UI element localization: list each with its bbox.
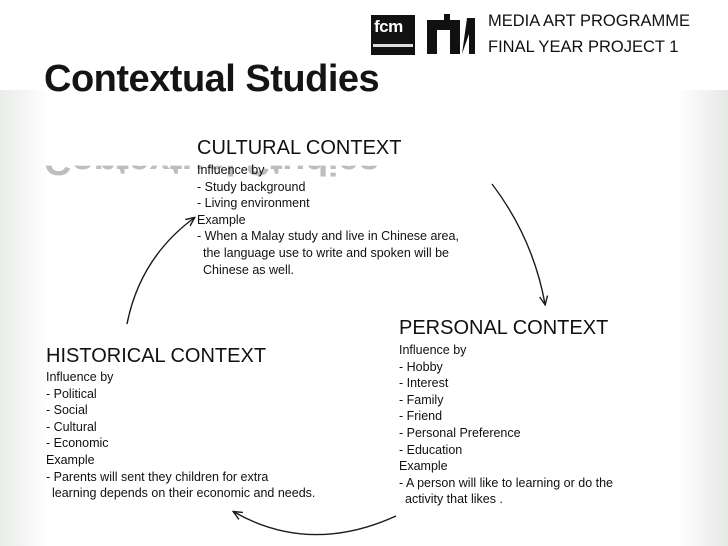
cultural-line: - Living environment bbox=[197, 196, 310, 211]
cultural-line: Influence by bbox=[197, 163, 265, 177]
personal-line: - Friend bbox=[399, 409, 443, 424]
historical-context-heading: HISTORICAL CONTEXT bbox=[46, 345, 267, 367]
historical-line: learning depends on their economic and needs. bbox=[52, 486, 316, 501]
arrow-personal-to-historical bbox=[234, 512, 396, 535]
historical-line: Example bbox=[46, 452, 95, 467]
historical-context-block bbox=[46, 344, 315, 502]
cultural-line: - When a Malay study and live in Chinese area, bbox=[197, 229, 459, 244]
personal-context-heading: PERSONAL CONTEXT bbox=[399, 317, 609, 339]
personal-context-block bbox=[399, 316, 613, 508]
project-title: FINAL YEAR PROJECT 1 bbox=[488, 38, 679, 56]
personal-line: activity that likes . bbox=[405, 492, 503, 507]
personal-line: Influence by bbox=[399, 343, 467, 357]
cultural-line: Chinese as well. bbox=[203, 262, 295, 277]
cultural-line: the language use to write and spoken will be bbox=[203, 245, 449, 260]
personal-line: - Education bbox=[399, 442, 463, 457]
page-title: Contextual Studies bbox=[44, 58, 380, 100]
cultural-context-heading: CULTURAL CONTEXT bbox=[197, 137, 402, 159]
personal-line: - Hobby bbox=[399, 359, 443, 374]
programme-title: MEDIA ART PROGRAMME bbox=[488, 12, 691, 30]
personal-line: - Family bbox=[399, 392, 444, 407]
fcm-logo-text: fcm bbox=[374, 17, 403, 36]
personal-line: - A person will like to learning or do the bbox=[399, 475, 614, 490]
historical-line: - Parents will sent they children for extra bbox=[46, 469, 269, 484]
personal-line: Example bbox=[399, 459, 448, 474]
historical-line: Influence by bbox=[46, 370, 114, 384]
arrow-historical-to-cultural bbox=[127, 218, 194, 324]
personal-line: - Interest bbox=[399, 376, 449, 391]
cultural-line: - Study background bbox=[197, 179, 306, 194]
cultural-line: Example bbox=[197, 212, 246, 227]
historical-line: - Social bbox=[46, 403, 88, 418]
historical-line: - Cultural bbox=[46, 419, 97, 434]
historical-line: - Political bbox=[46, 386, 97, 401]
historical-line: - Economic bbox=[46, 436, 109, 451]
cultural-context-block bbox=[197, 136, 459, 278]
arrow-cultural-to-personal bbox=[492, 184, 545, 304]
personal-line: - Personal Preference bbox=[399, 425, 521, 440]
